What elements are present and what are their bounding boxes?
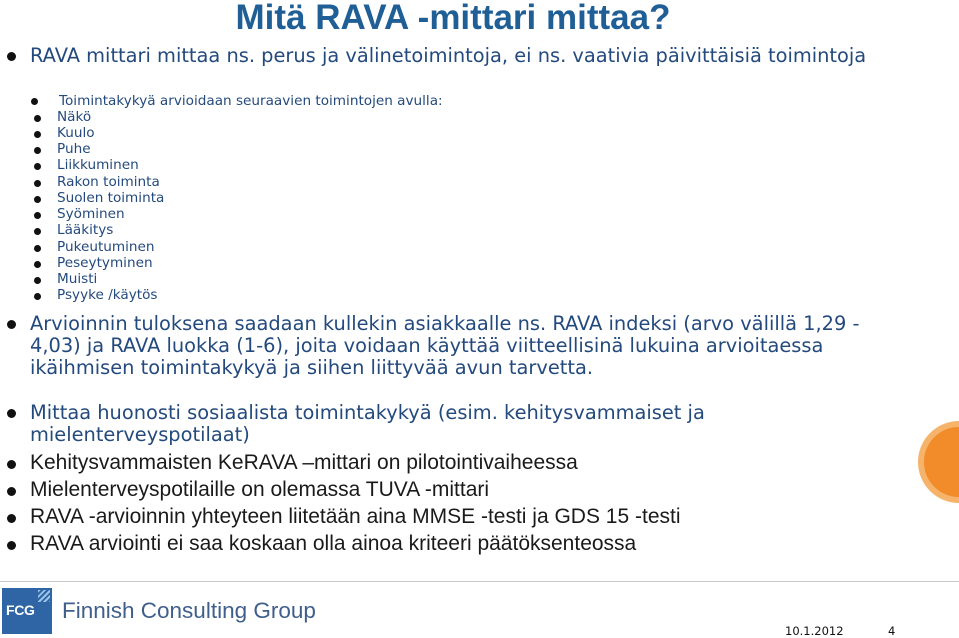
sub-item-rakon-toiminta: Rakon toiminta bbox=[57, 174, 160, 190]
bullet-dot bbox=[34, 131, 41, 138]
bullet-dot bbox=[7, 52, 16, 61]
orange-circle-decoration bbox=[918, 421, 959, 503]
sub-item-psyyke: Psyyke /käytös bbox=[57, 287, 158, 303]
bullet-dot bbox=[34, 261, 41, 268]
bullet-tuva: Mielenterveyspotilaille on olemassa TUVA -mittari bbox=[30, 478, 490, 501]
sub-item-pukeutuminen: Pukeutuminen bbox=[57, 239, 155, 255]
bullet-rava-scope: RAVA mittari mittaa ns. perus ja välinetoimintoja, ei ns. vaativia päivittäisiä toimintoja bbox=[30, 44, 867, 67]
bullet-mmse-gds: RAVA -arvioinnin yhteyteen liitetään aina MMSE -testi ja GDS 15 -testi bbox=[30, 505, 681, 528]
bullet-social-functioning: Mittaa huonosti sosiaalista toimintakykyä (esim. kehitysvammaiset ja mielenterveyspotilaat) bbox=[30, 401, 705, 446]
sub-item-puhe: Puhe bbox=[57, 141, 91, 157]
sub-item-laakitys: Lääkitys bbox=[57, 222, 114, 238]
logo-text: FCG bbox=[6, 602, 35, 618]
bullet-dot bbox=[7, 514, 16, 523]
bullet-dot bbox=[7, 487, 16, 496]
bullet-dot bbox=[7, 541, 16, 550]
bullet-dot bbox=[34, 180, 41, 187]
bullet-rava-index: Arvioinnin tuloksena saadaan kullekin asiakkaalle ns. RAVA indeksi (arvo välillä 1,29 - 4,03) ja RAVA luokka (1-6), joita voidaan käyttää viitteellisinä lukuina arvioitaessa ikäihmisen toimintakykyä ja siihen liittyvää avun tarvetta. bbox=[30, 312, 860, 379]
bullet-dot bbox=[34, 147, 41, 154]
sub-item-muisti: Muisti bbox=[57, 271, 98, 287]
sub-item-peseytyminen: Peseytyminen bbox=[57, 255, 153, 271]
bullet-dot bbox=[34, 115, 41, 122]
slide-title: Mitä RAVA -mittari mittaa? bbox=[235, 0, 671, 37]
bullet-dot bbox=[34, 163, 41, 170]
bullet-dot bbox=[7, 320, 16, 329]
sub-item-liikkuminen: Liikkuminen bbox=[57, 157, 139, 173]
sub-heading: Toimintakykyä arvioidaan seuraavien toimintojen avulla: bbox=[59, 93, 443, 109]
sub-item-kuulo: Kuulo bbox=[57, 125, 95, 141]
slide-date: 10.1.2012 bbox=[785, 624, 844, 638]
bullet-dot bbox=[34, 245, 41, 252]
sub-item-syominen: Syöminen bbox=[57, 206, 125, 222]
logo-rays-icon bbox=[38, 590, 50, 602]
bullet-dot bbox=[34, 228, 41, 235]
bullet-dot bbox=[7, 460, 16, 469]
sub-item-suolen-toiminta: Suolen toiminta bbox=[57, 190, 165, 206]
page-number: 4 bbox=[888, 624, 896, 638]
bullet-kerava: Kehitysvammaisten KeRAVA –mittari on pilotointivaiheessa bbox=[30, 451, 578, 474]
footer-divider bbox=[0, 581, 959, 582]
bullet-dot bbox=[34, 293, 41, 300]
sub-item-nako: Näkö bbox=[57, 109, 92, 125]
bullet-dot bbox=[34, 277, 41, 284]
bullet-dot bbox=[34, 196, 41, 203]
bullet-dot bbox=[31, 98, 38, 105]
company-name: Finnish Consulting Group bbox=[62, 598, 316, 623]
bullet-dot bbox=[7, 409, 16, 418]
bullet-dot bbox=[34, 212, 41, 219]
bullet-decision: RAVA arviointi ei saa koskaan olla ainoa kriteeri päätöksenteossa bbox=[30, 532, 637, 555]
